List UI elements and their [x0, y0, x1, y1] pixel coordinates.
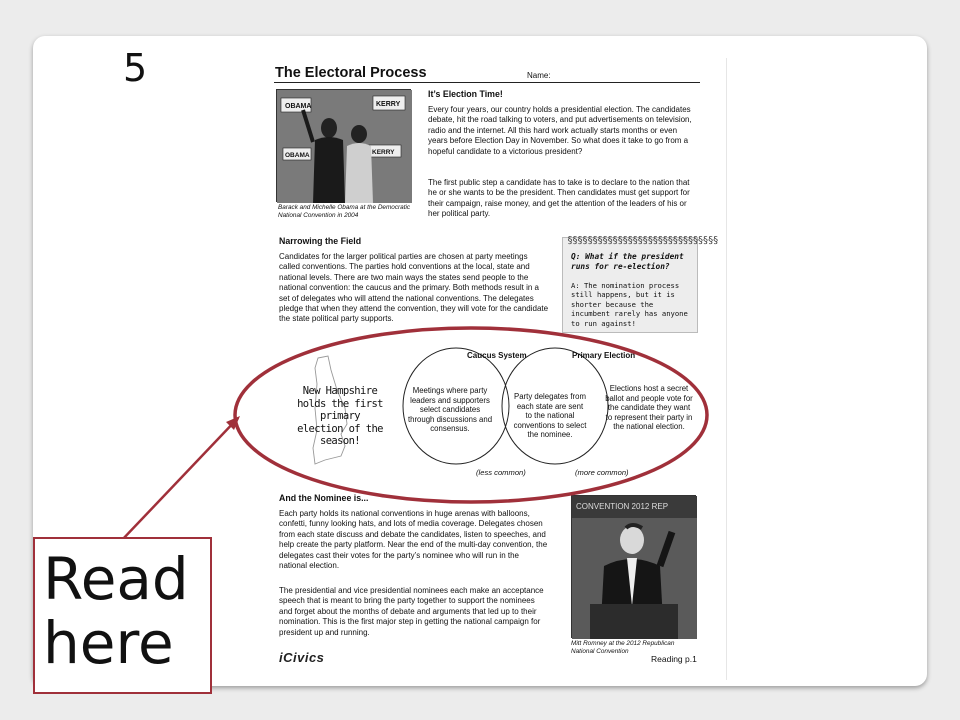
new-hampshire-note: New Hampshire holds the first primary election of the season!	[297, 385, 383, 447]
read-here-text	[43, 547, 189, 675]
section-nominee-p1: Each party holds its national conventions in huge arenas with balloons, confetti, funny looking hats, and lots of media coverage. Delegates chosen from each state discuss and debate the candidates, listen to speeches, and help create the party platform. Near the end of the multi-day convention, the delegates cast their votes for the party’s nominee who will run in the national election.	[279, 509, 548, 571]
primary-heading: Primary Election	[572, 351, 636, 360]
faq-notepad	[562, 235, 718, 333]
photo1-caption: Barack and Michelle Obama at the Democratic National Convention in 2004	[278, 204, 411, 219]
obama-photo-illustration	[277, 90, 412, 203]
section-election-time-p1: Every four years, our country holds a presidential election. The candidates debate, hit the road talking to voters, and put advertisements on television, radio and the internet. All this hard work actually starts months or even years before Election Day in November. So what does it take to go from a hopeful candidate to a victorious president?	[428, 105, 692, 156]
sign-text-4: KERRY	[372, 149, 395, 156]
reading-document	[233, 58, 727, 680]
photo2-caption: Mitt Romney at the 2012 Republican National Convention	[571, 640, 675, 655]
sign-text-2: KERRY	[376, 101, 401, 108]
icivics-logo: iCivics	[279, 650, 325, 665]
caucus-frequency: (less common)	[476, 468, 526, 477]
section-nominee-title: And the Nominee is...	[279, 493, 369, 503]
banner-text: CONVENTION 2012 REP	[576, 502, 669, 511]
notepad-answer: A: The nomination process still happens, but it is shorter because the incumbent rarely has anyone to run against!	[571, 281, 688, 328]
caucus-heading: Caucus System	[467, 351, 527, 360]
section-election-time-p2: The first public step a candidate has to take is to declare to the nation that he or she wants to be the president. Then candidates must get support for their campaign, raise money, and get the attention of the leaders of his or her political party.	[428, 178, 690, 219]
sign-text-3: OBAMA	[285, 152, 310, 159]
romney-convention-photo	[571, 495, 696, 638]
primary-frequency: (more common)	[575, 468, 629, 477]
sign-text-1: OBAMA	[285, 103, 312, 110]
shared-description: Party delegates from each state are sent to the national conventions to select the nominee.	[513, 392, 587, 440]
read-here-line2: here	[43, 609, 174, 677]
name-field-label: Name:	[527, 71, 551, 80]
read-here-callout	[33, 537, 212, 694]
section-narrowing-title: Narrowing the Field	[279, 236, 362, 246]
document-title: The Electoral Process	[275, 65, 427, 81]
read-here-line1: Read	[43, 545, 189, 613]
section-election-time-title: It’s Election Time!	[428, 89, 503, 99]
page-label: Reading p.1	[651, 654, 697, 664]
caucus-description: Meetings where party leaders and supporters select candidates through discussions and consensus.	[407, 386, 493, 434]
romney-photo-illustration	[572, 496, 697, 639]
section-nominee-p2: The presidential and vice presidential nominees each make an acceptance speech that is meant to bring the party together to support the nominees and forget about the months of debate and arguments that led up to their nomination. This is the first major step in getting the national campaign for president up and running.	[279, 586, 544, 637]
primary-description: Elections host a secret ballot and people vote for the candidate they want to represent their party in the national election.	[605, 384, 693, 432]
notepad-spiral: §§§§§§§§§§§§§§§§§§§§§§§§§§§§§§	[567, 235, 718, 246]
obama-convention-photo	[276, 89, 411, 202]
slide-number: 5	[123, 46, 148, 90]
notepad-question: Q: What if the president runs for re-election?	[571, 252, 684, 271]
section-narrowing-p1: Candidates for the larger political parties are chosen at party meetings called conventions. The parties hold conventions at the local, state and national levels. There are two main ways the states send people to the national convention: the caucus and the primary. Both methods result in a set of delegates who will attend the national conventions. The delegates pledge that when they attend the convention, they will vote for the candidate the state political party supports.	[279, 252, 549, 324]
title-divider	[274, 82, 700, 83]
